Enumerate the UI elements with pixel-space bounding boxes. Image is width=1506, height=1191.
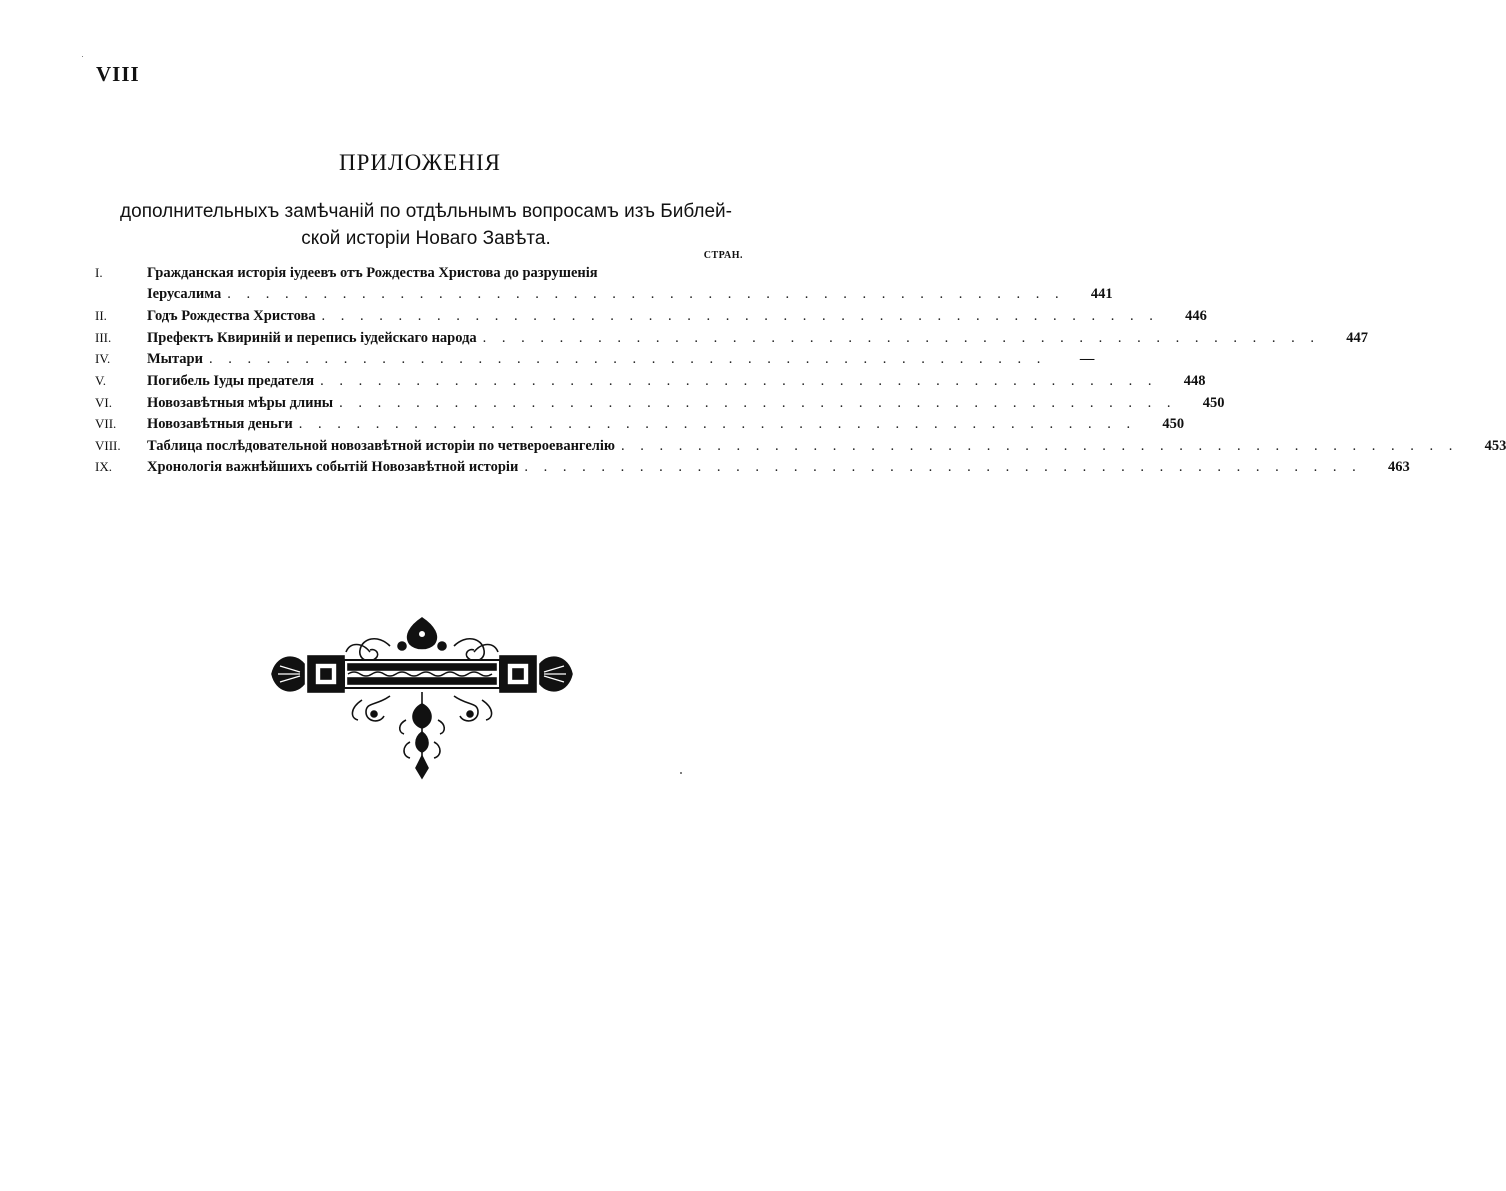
toc-entry-page: 441 [1090,285,1113,302]
toc-entry-3[interactable] [95,327,1369,349]
toc-entry-page: 447 [1346,329,1369,346]
toc-entry-6[interactable] [95,392,1225,414]
toc-entry-page: 446 [1185,308,1207,325]
dot-leader: . . . . . . . . . . . . . . . . . . . . . . . . . . . . . . . . . . . . . . . . . . . . [524,459,1362,476]
toc-entry-title: Префектъ Квириній и перепись іудейскаго народа [147,329,477,346]
toc-entry-1[interactable] [95,262,745,284]
toc-entry-number: VIII. [95,437,121,453]
dot-leader: . . . . . . . . . . . . . . . . . . . . . . . . . . . . . . . . . . . . . . . . . . . . [208,351,1047,368]
decorative-tailpiece-icon [270,612,574,780]
print-speck [82,56,83,57]
toc-entry-4[interactable] [95,348,1095,370]
toc-entry-page: — [1079,351,1095,368]
dot-leader: . . . . . . . . . . . . . . . . . . . . . . . . . . . . . . . . . . . . . . . . . . . . [227,285,1065,302]
toc-entry-number: II. [95,308,107,324]
toc-entry-title: Таблица послѣдовательной новозавѣтной исторіи по четвероевангелію [147,437,615,454]
toc-entry-title: Гражданская исторія іудеевъ отъ Рождества Христова до разрушенія [147,265,598,281]
toc-entry-8[interactable] [95,435,1506,457]
toc-entry-title: Годъ Рождества Христова [147,308,316,325]
toc-entry-title: Мытари [147,351,203,368]
toc-entry-7[interactable] [95,413,1185,435]
toc-entry-title: Хронологія важнѣйшихъ событій Новозавѣтной исторіи [147,459,519,476]
dot-leader: . . . . . . . . . . . . . . . . . . . . . . . . . . . . . . . . . . . . . . . . . . . . [482,329,1321,346]
toc-entry-page: 450 [1202,394,1225,411]
toc-entry-1-continuation[interactable] [95,284,1113,306]
toc-entry-number: VII. [95,416,117,432]
toc-entry-5[interactable] [95,370,1206,392]
toc-entry-number: IV. [95,351,111,367]
toc-entry-number: IX. [95,459,112,475]
subtitle-line-1: дополнительныхъ замѣчаній по отдѣльнымъ вопросамъ изъ Библей- [120,201,732,222]
toc-entry-title-continuation: Іерусалима [147,285,222,302]
toc-entry-title: Новозавѣтныя мѣры длины [147,394,334,411]
page-title: ПРИЛОЖЕНІЯ [339,150,501,175]
toc-entry-2[interactable] [95,305,1207,327]
toc-entry-9[interactable] [95,456,1410,478]
toc-entry-number: VI. [95,394,112,410]
subtitle-line-2: ской исторіи Новаго Завѣта. [301,228,551,249]
dot-leader: . . . . . . . . . . . . . . . . . . . . . . . . . . . . . . . . . . . . . . . . . . . . [321,308,1159,325]
print-speck [680,772,682,774]
page-column-header: СТРАН. [703,250,743,261]
toc-entry-number: V. [95,372,106,388]
toc-entry-page: 450 [1162,416,1185,433]
dot-leader: . . . . . . . . . . . . . . . . . . . . . . . . . . . . . . . . . . . . . . . . . . . . [298,416,1137,433]
toc-entry-page: 463 [1387,459,1410,476]
dot-leader: . . . . . . . . . . . . . . . . . . . . . . . . . . . . . . . . . . . . . . . . . . . . [339,394,1177,411]
page-number: VIII [96,62,140,86]
table-of-contents [95,262,1506,478]
toc-entry-title: Новозавѣтныя деньги [147,416,293,433]
toc-entry-number: I. [95,265,103,280]
toc-entry-number: III. [95,329,112,345]
dot-leader: . . . . . . . . . . . . . . . . . . . . . . . . . . . . . . . . . . . . . . . . . . . . [320,372,1158,389]
toc-entry-title: Погибель Іуды предателя [147,372,315,389]
toc-entry-page: 448 [1183,372,1206,389]
subtitle [96,198,756,252]
toc-entry-page: 453 [1484,437,1506,454]
dot-leader: . . . . . . . . . . . . . . . . . . . . . . . . . . . . . . . . . . . . . . . . . . . . [621,437,1459,454]
